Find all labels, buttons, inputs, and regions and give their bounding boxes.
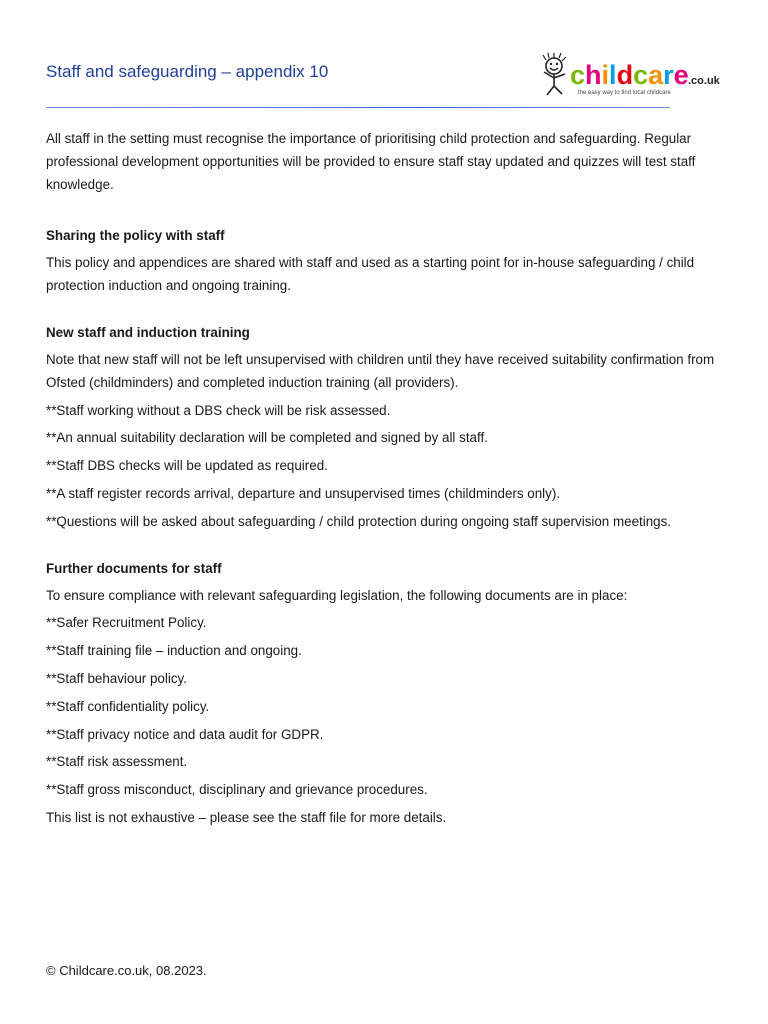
document-body <box>46 128 726 854</box>
list-item: **Staff working without a DBS check will be risk assessed. <box>46 402 391 418</box>
list-item: **A staff register records arrival, departure and unsupervised times (childminders only). <box>46 485 561 501</box>
list-item: **Safer Recruitment Policy. <box>46 615 207 631</box>
svg-text:the easy way to find local chi: the easy way to find local childcare <box>578 90 671 96</box>
section-heading: Sharing the policy with staff <box>46 228 225 244</box>
svg-text:.co.uk: .co.uk <box>688 75 720 87</box>
childcare-logo[interactable] <box>538 52 722 98</box>
page-header <box>46 50 722 110</box>
list-item: **Staff training file – induction and ongoing. <box>46 643 302 659</box>
paragraph: Note that new staff will not be left unsupervised with children until they have received suitability confirmation from Ofsted (childminders) and completed induction training (all providers). <box>46 351 715 390</box>
section-further-documents <box>46 558 726 830</box>
list-item: **Staff privacy notice and data audit for GDPR. <box>46 726 324 742</box>
intro-paragraph: All staff in the setting must recognise the importance of prioritising child protection and safeguarding. Regular professional development opportunities will be provided to ensure staff stay updated and quizzes will test staff knowledge. <box>46 131 696 192</box>
paragraph: To ensure compliance with relevant safeguarding legislation, the following documents are in place: <box>46 587 628 603</box>
childcare-logo-graphic <box>538 52 722 98</box>
section-heading: New staff and induction training <box>46 324 250 340</box>
header-divider <box>46 107 670 108</box>
list-item: **Staff behaviour policy. <box>46 670 187 686</box>
list-item: **Staff gross misconduct, disciplinary and grievance procedures. <box>46 782 428 798</box>
list-item: **Staff confidentiality policy. <box>46 698 210 714</box>
closing-note: This list is not exhaustive – please see the staff file for more details. <box>46 809 447 825</box>
list-item: **Staff risk assessment. <box>46 754 188 770</box>
list-item: **Staff DBS checks will be updated as required. <box>46 458 328 474</box>
section-sharing-policy <box>46 225 726 298</box>
paragraph: This policy and appendices are shared with staff and used as a starting point for in-house safeguarding / child protection induction and ongoing training. <box>46 255 695 294</box>
list-item: **An annual suitability declaration will be completed and signed by all staff. <box>46 430 488 446</box>
document-title: Staff and safeguarding – appendix 10 <box>46 62 329 81</box>
copyright-footer: © Childcare.co.uk, 08.2023. <box>46 963 207 978</box>
section-heading: Further documents for staff <box>46 560 222 576</box>
list-item: **Questions will be asked about safeguarding / child protection during ongoing staff supervision meetings. <box>46 513 672 529</box>
section-new-staff-induction <box>46 322 726 534</box>
svg-text:childcare: childcare <box>570 60 689 90</box>
